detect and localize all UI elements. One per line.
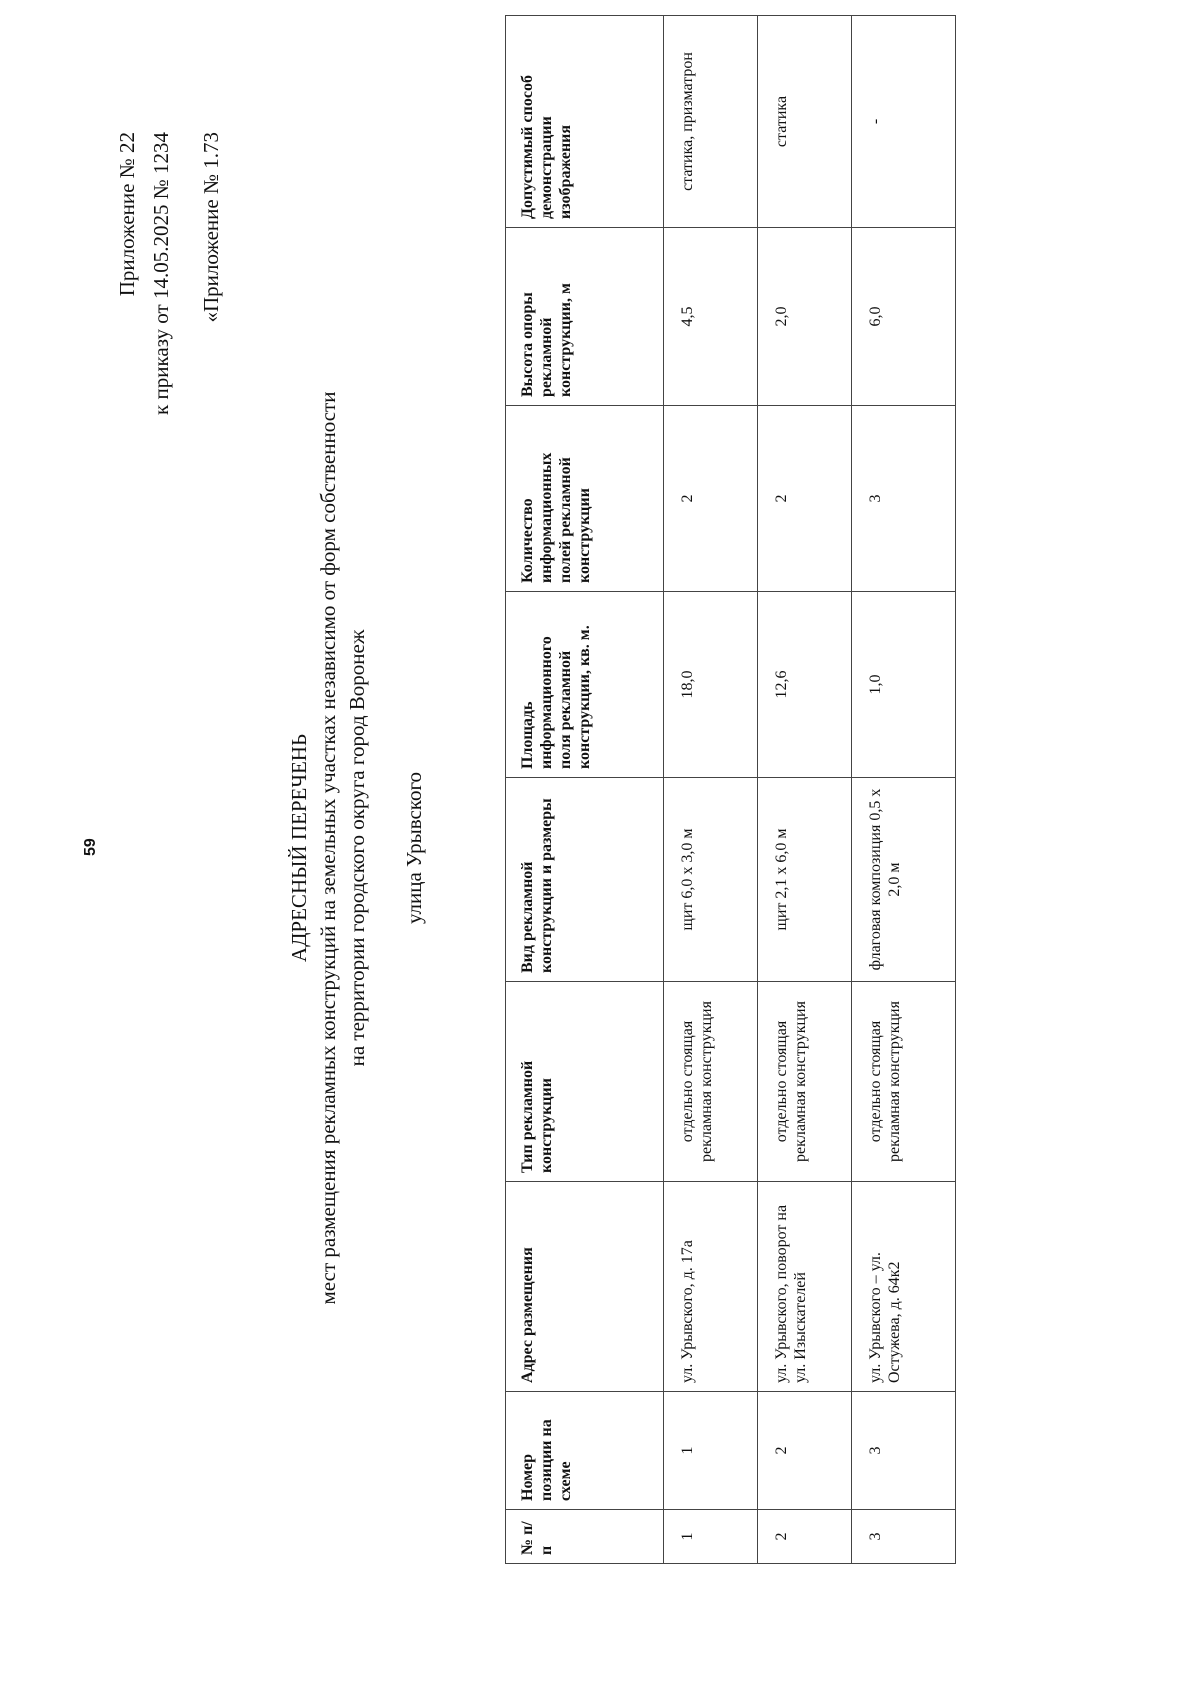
- col-header-7: Количество информационных полей рекламной конструкции: [506, 406, 664, 592]
- display-method-cell: статика, призматрон: [664, 16, 758, 228]
- col-header-2: Номер позиции на схеме: [506, 1392, 664, 1510]
- table-row: [664, 16, 758, 1564]
- construction-kind-size-cell: щит 2,1 х 6,0 м: [758, 778, 852, 982]
- display-method-cell: -: [852, 16, 956, 228]
- street-name: улица Урывского: [402, 771, 426, 925]
- support-height-cell: 4,5: [664, 228, 758, 406]
- col-header-6: Площадь информационного поля рекламной конструкции, кв. м.: [506, 592, 664, 778]
- scheme-position-cell: 1: [664, 1392, 758, 1510]
- table-body: [664, 16, 956, 1564]
- col-header-9: Допустимый способ демонстрации изображения: [506, 16, 664, 228]
- document-heading: АДРЕСНЫЙ ПЕРЕЧЕНЬ: [287, 733, 311, 963]
- construction-type-cell: отдельно стоящая рекламная конструкция: [664, 982, 758, 1182]
- appendix-number: Приложение № 22: [115, 132, 139, 297]
- table-row: [852, 16, 956, 1564]
- order-reference: к приказу от 14.05.2025 № 1234: [149, 132, 173, 415]
- address-cell: ул. Урывского, д. 17а: [664, 1182, 758, 1392]
- table-row: [758, 16, 852, 1564]
- info-field-count-cell: 3: [852, 406, 956, 592]
- construction-type-cell: отдельно стоящая рекламная конструкция: [852, 982, 956, 1182]
- row-index-cell: 2: [758, 1510, 852, 1564]
- col-header-8: Высота опоры рекламной конструкции, м: [506, 228, 664, 406]
- address-cell: ул. Урывского, поворот на ул. Изыскателей: [758, 1182, 852, 1392]
- appendix-sub-number: «Приложение № 1.73: [199, 132, 223, 323]
- support-height-cell: 6,0: [852, 228, 956, 406]
- col-header-5: Вид рекламной конструкции и размеры: [506, 778, 664, 982]
- support-height-cell: 2,0: [758, 228, 852, 406]
- display-method-cell: статика: [758, 16, 852, 228]
- construction-kind-size-cell: щит 6,0 х 3,0 м: [664, 778, 758, 982]
- col-header-4: Тип рекламной конструкции: [506, 982, 664, 1182]
- row-index-cell: 3: [852, 1510, 956, 1564]
- scheme-position-cell: 2: [758, 1392, 852, 1510]
- col-header-1: № п/п: [506, 1510, 664, 1564]
- document-subtitle-line-2: на территории городского округа город Воронеж: [345, 629, 369, 1067]
- scheme-position-cell: 3: [852, 1392, 956, 1510]
- info-field-area-cell: 1,0: [852, 592, 956, 778]
- info-field-area-cell: 12,6: [758, 592, 852, 778]
- row-index-cell: 1: [664, 1510, 758, 1564]
- col-header-3: Адрес размещения: [506, 1182, 664, 1392]
- address-cell: ул. Урывского – ул. Остужева, д. 64к2: [852, 1182, 956, 1392]
- addresses-table: [505, 15, 956, 1564]
- info-field-area-cell: 18,0: [664, 592, 758, 778]
- info-field-count-cell: 2: [758, 406, 852, 592]
- header-row: [506, 16, 664, 1564]
- appendix-block: [110, 132, 228, 415]
- page-number: 59: [82, 838, 99, 856]
- title-block: [285, 0, 429, 1696]
- document-subtitle-line-1: мест размещения рекламных конструкций на земельных участках независимо от форм собственности: [316, 391, 340, 1305]
- construction-type-cell: отдельно стоящая рекламная конструкция: [758, 982, 852, 1182]
- construction-kind-size-cell: флаговая композиция 0,5 х 2,0 м: [852, 778, 956, 982]
- info-field-count-cell: 2: [664, 406, 758, 592]
